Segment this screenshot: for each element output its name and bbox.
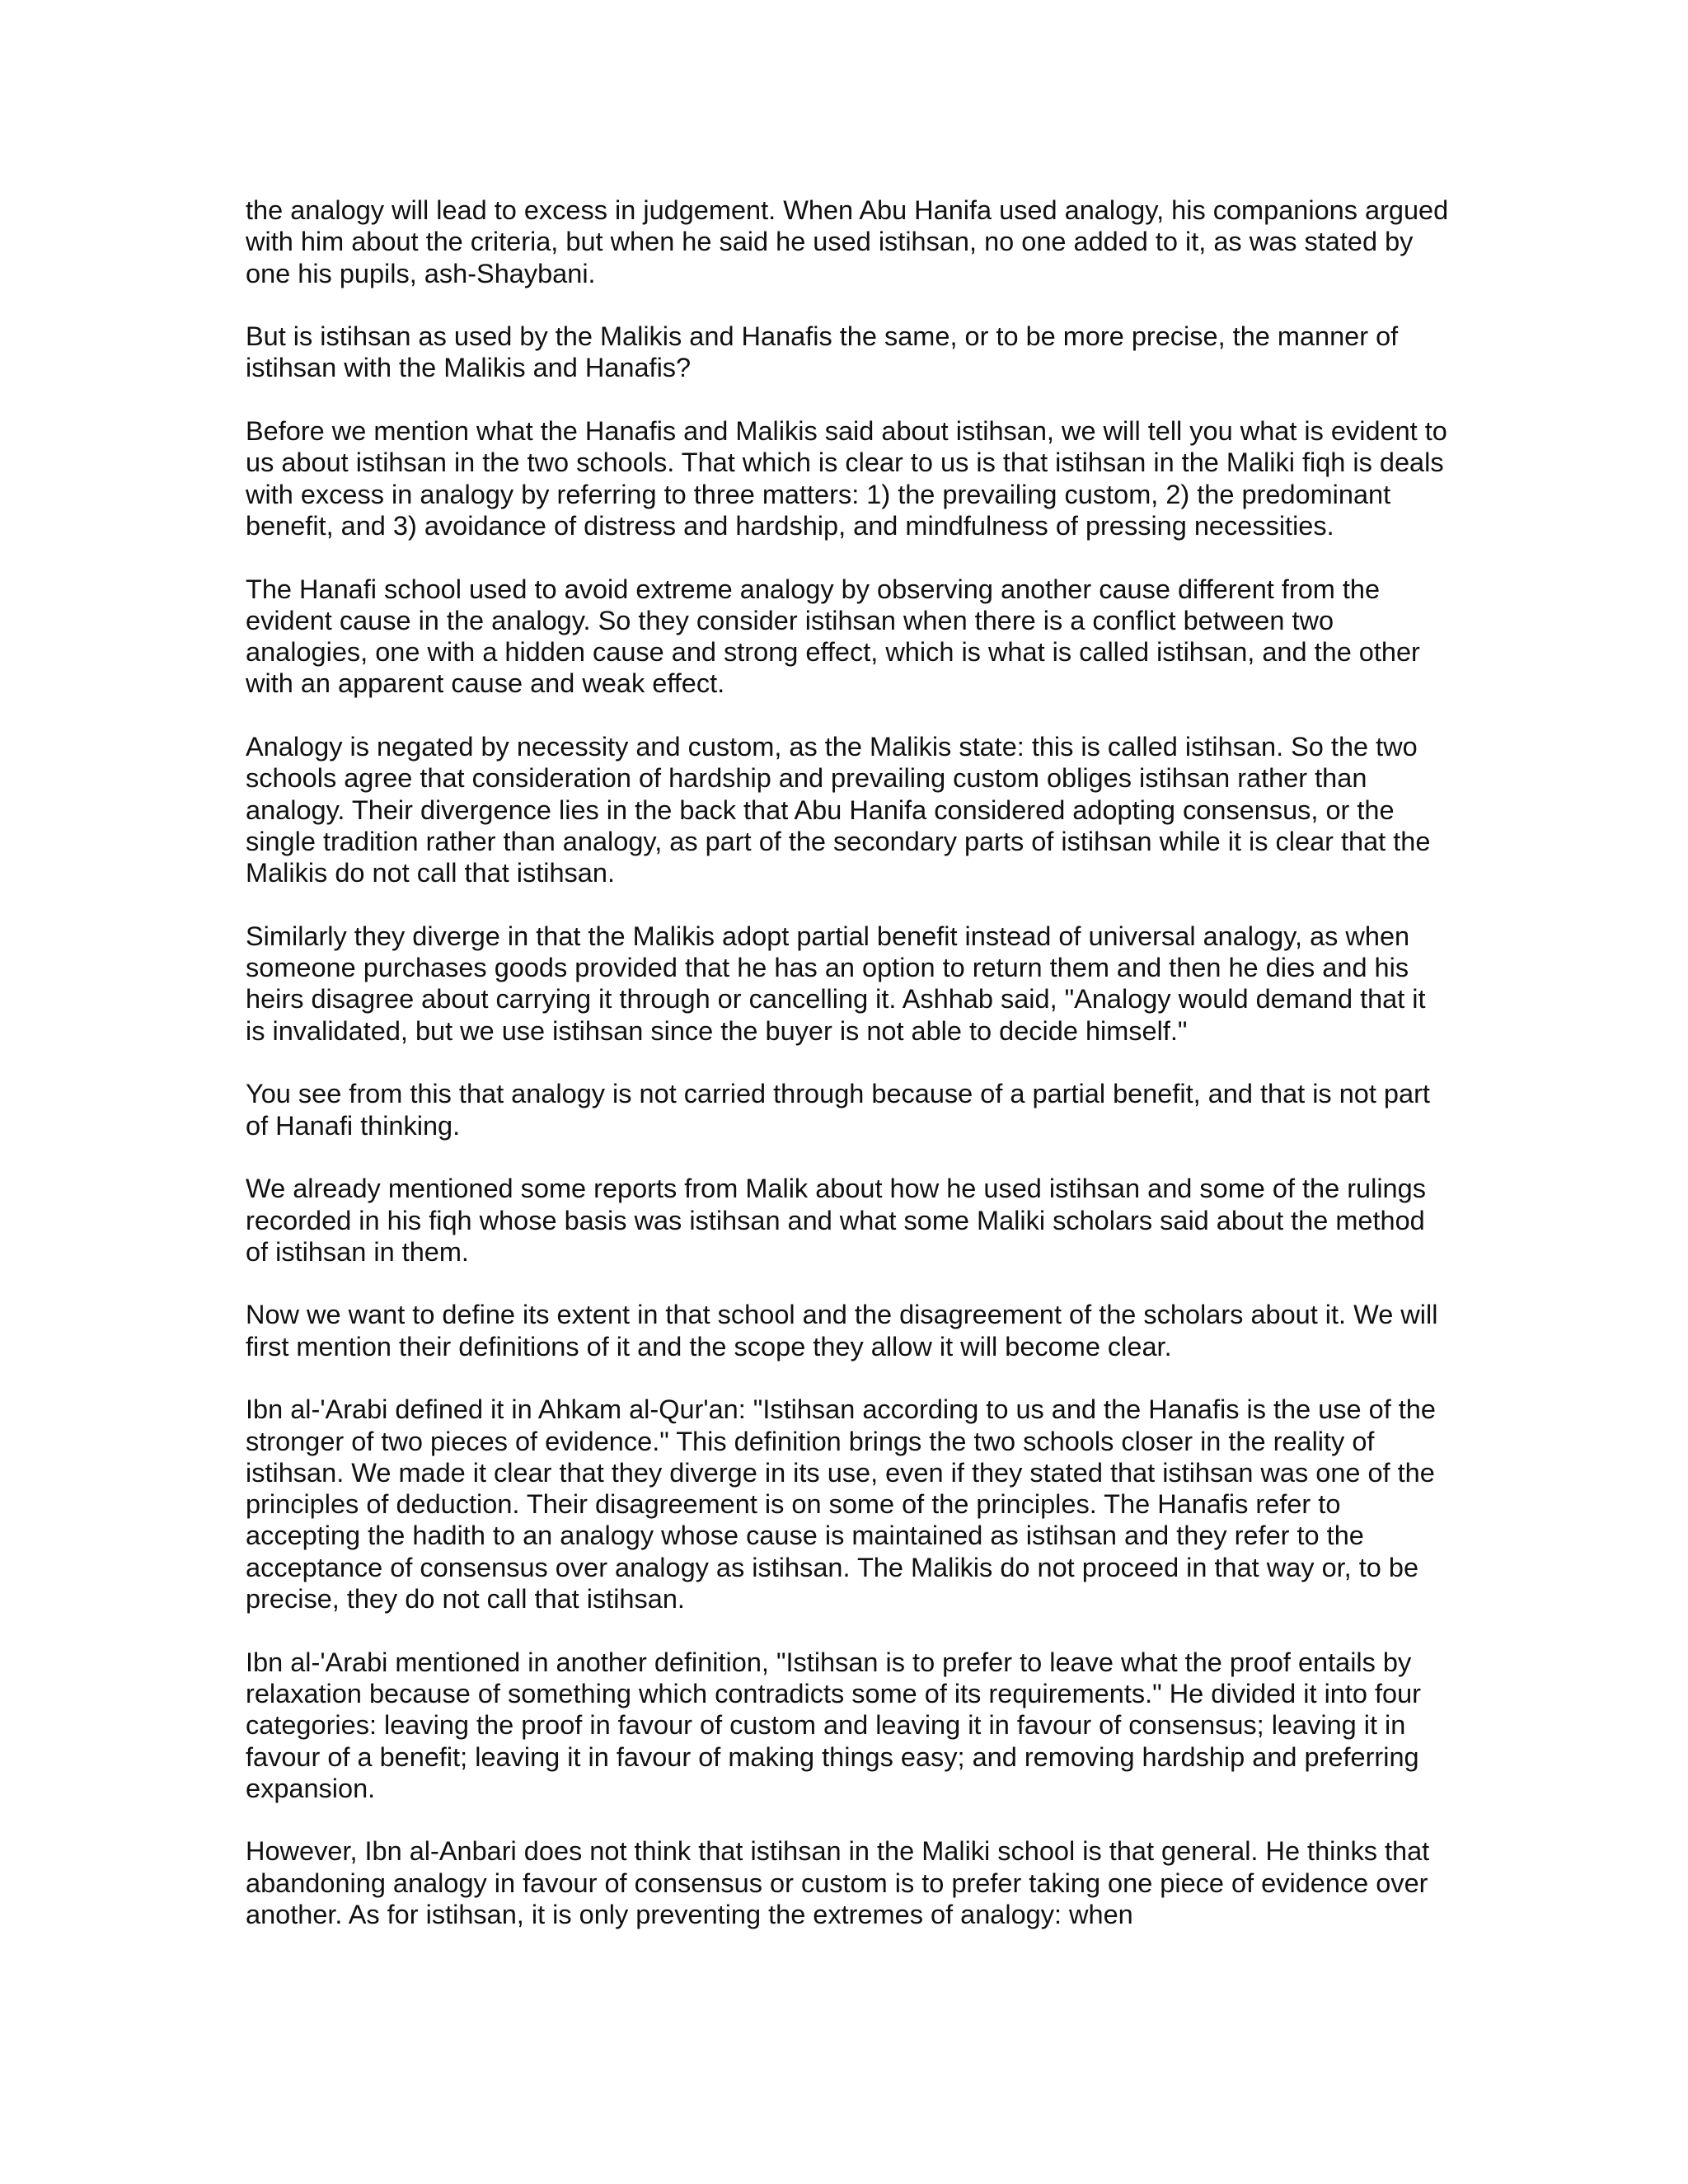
paragraph-8: We already mentioned some reports from Malik about how he used istihsan and some of the rulings recorded in his fiqh whose basis was istihsan and what some Maliki scholars said about the method of istihsan in them. [246, 1174, 1426, 1267]
paragraph-6: Similarly they diverge in that the Malikis adopt partial benefit instead of universal analogy, as when someone purchases goods provided that he has an option to return them and then he dies and his heirs disagree about carrying it through or cancelling it. Ashhab said, "Analogy would demand that it is invalidated, but we use istihsan since the buyer is not able to decide himself." [246, 921, 1426, 1046]
paragraph-10: Ibn al-'Arabi defined it in Ahkam al-Qur'an: "Istihsan according to us and the Hanafis is the use of the stronger of two pieces of evidence." This definition brings the two schools closer in the reality of istihsan. We made it clear that they diverge in its use, even if they stated that istihsan was one of the principles of deduction. Their disagreement is on some of the principles. The Hanafis refer to accepting the hadith to an analogy whose cause is maintained as istihsan and they refer to the acceptance of consensus over analogy as istihsan. The Malikis do not proceed in that way or, to be precise, they do not call that istihsan. [246, 1394, 1436, 1615]
document-body [246, 194, 1449, 1930]
paragraph-9: Now we want to define its extent in that school and the disagreement of the scholars about it. We will first mention their definitions of it and the scope they allow it will become clear. [246, 1300, 1438, 1361]
paragraph-2: But is istihsan as used by the Malikis and Hanafis the same, or to be more precise, the manner of istihsan with the Malikis and Hanafis? [246, 321, 1399, 383]
paragraph-3: Before we mention what the Hanafis and Malikis said about istihsan, we will tell you what is evident to us about istihsan in the two schools. That which is clear to us is that istihsan in the Maliki fiqh is deals with excess in analogy by referring to three matters: 1) the prevailing custom, 2) the predominant benefit, and 3) avoidance of distress and hardship, and mindfulness of pressing necessities. [246, 416, 1447, 541]
paragraph-11: Ibn al-'Arabi mentioned in another definition, "Istihsan is to prefer to leave what the proof entails by relaxation because of something which contradicts some of its requirements." He divided it into four categories: leaving the proof in favour of custom and leaving it in favour of consensus; leaving it in favour of a benefit; leaving it in favour of making things easy; and removing hardship and preferring expansion. [246, 1647, 1422, 1803]
paragraph-1: the analogy will lead to excess in judgement. When Abu Hanifa used analogy, his companions argued with him about the criteria, but when he said he used istihsan, no one added to it, as was stated by one his pupils, ash-Shaybani. [246, 195, 1449, 288]
paragraph-12: However, Ibn al-Anbari does not think that istihsan in the Maliki school is that general. He thinks that abandoning analogy in favour of consensus or custom is to prefer taking one piece of evidence over another. As for istihsan, it is only preventing the extremes of analogy: when [246, 1836, 1430, 1930]
paragraph-5: Analogy is negated by necessity and custom, as the Malikis state: this is called istihsan. So the two schools agree that consideration of hardship and prevailing custom obliges istihsan rather than analogy. Their divergence lies in the back that Abu Hanifa considered adopting consensus, or the single tradition rather than analogy, as part of the secondary parts of istihsan while it is clear that the Malikis do not call that istihsan. [246, 732, 1431, 888]
paragraph-7: You see from this that analogy is not carried through because of a partial benefit, and that is not part of Hanafi thinking. [246, 1079, 1430, 1141]
paragraph-4: The Hanafi school used to avoid extreme analogy by observing another cause different from the evident cause in the analogy. So they consider istihsan when there is a conflict between two analogies, one with a hidden cause and strong effect, which is what is called istihsan, and the other with an apparent cause and weak effect. [246, 574, 1420, 699]
